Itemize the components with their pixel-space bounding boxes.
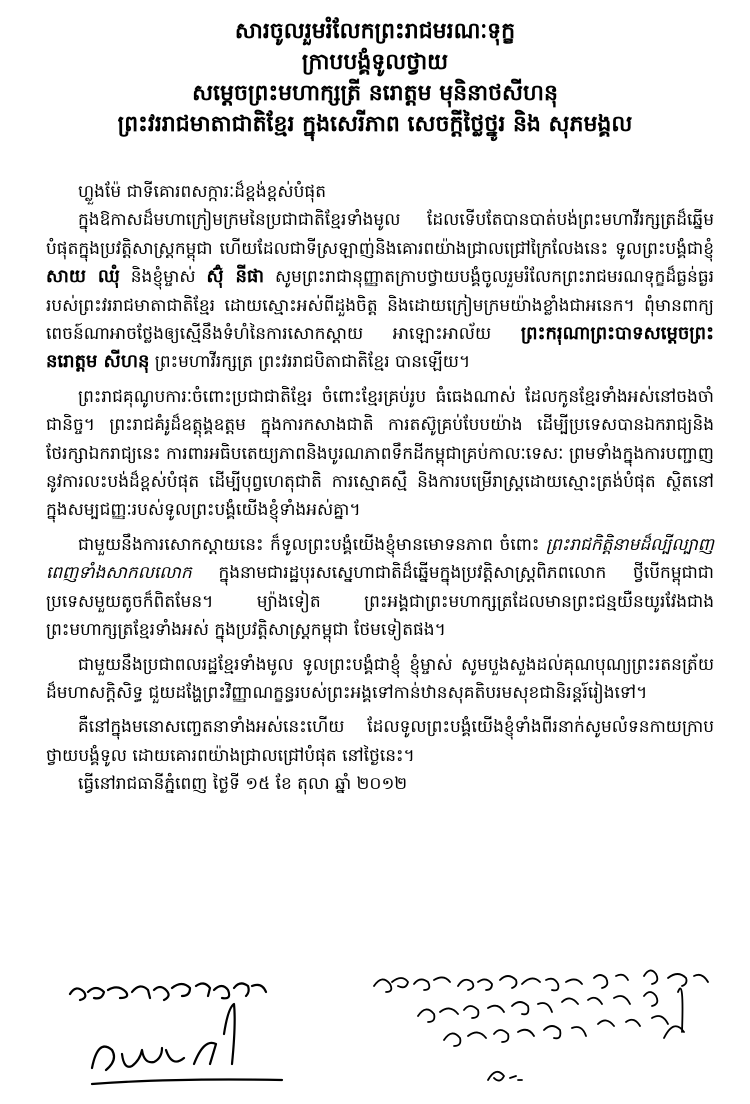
salutation: ហ្លួងម៉ែ ជាទីគោរពសក្ការៈដ៏ខ្ពង់ខ្ពស់បំផុត xyxy=(78,182,326,202)
paragraph-3: ជាមួយនឹងការសោកស្តាយនេះ ក៏ទូលព្រះបង្គំយើងខ្ញុំមានមោទនភាព ចំពោះ ព្រះរាជកិត្តិនាមដ៏ល្បីល្បាញពេញទាំងសាកលលោក ក្នុងនាមជារដ្ឋបុរសស្នេហាជាតិដ៏ឆ្នើមក្នុងប្រវត្តិសាស្ត្រពិភពលោក ថ្វីបើកម្ពុជាជាប្រទេសមួយតូចក៏ពិតមែន។ ម្យ៉ាងទៀត ព្រះអង្គជាព្រះមហាក្សត្រដែលមានព្រះជន្មយឺនយូរវែងជាងព្រះមហាក្សត្រខ្មែរទាំងអស់ ក្នុងប្រវត្តិសាស្ត្រកម្ពុជា ថែមទៀតផង។ xyxy=(46,534,714,641)
header-recipient: សម្តេចព្រះមហាក្សត្រី នរោត្តម មុនិនាថសីហនុ xyxy=(192,81,558,106)
paragraph-2: ព្រះរាជគុណូបការៈចំពោះប្រជាជាតិខ្មែរ ចំពោះខ្មែរគ្រប់រូប ធំធេងណាស់ ដែលកូនខ្មែរទាំងអស់នៅចងចាំជានិច្ច។ ព្រះរាជគំរូដ៏ឧត្តុង្គឧត្តម ក្នុងការកសាងជាតិ ការតស៊ូគ្រប់បែបយ៉ាង ដើម្បីប្រទេសបានឯករាជ្យនិងថែរក្សាឯករាជ្យនេះ ការពារអធិបតេយ្យភាពនិងបូរណភាពទឹកដីកម្ពុជាគ្រប់កាលៈទេសៈ ព្រមទាំងក្នុងការបញ្ជាញនូវការលះបង់ដ៏ខ្ពស់បំផុត ដើម្បីបុព្វហេតុជាតិ ការស្មោគស្មឹ និងការបម្រើរាស្ត្រដោយស្មោះត្រង់បំផុត ស្ថិតនៅក្នុងសម្បជញ្ញៈរបស់ទូលព្រះបង្គំយើងខ្ញុំទាំងអស់គ្នា។ xyxy=(46,386,714,521)
header-recipient-title: ព្រះវររាជមាតាជាតិខ្មែរ ក្នុងសេរីភាព សេចក្តីថ្លៃថ្នូរ និង សុភមង្គល xyxy=(117,112,633,137)
paragraph-4: ជាមួយនឹងប្រជាពលរដ្ឋខ្មែរទាំងមូល ទូលព្រះបង្គំជាខ្ញុំ ខ្ញុំម្ចាស់ សូមបួងសួងដល់គុណបុណ្យព្រះរតនត្រ័យដ៏មហាសក្តិសិទ្ធ ជួយដង្ហែព្រះវិញ្ញាណក្ខន្ធរបស់ព្រះអង្គទៅកាន់ឋានសុគតិបរមសុខជានិរន្តរ៍រៀងទៅ។ xyxy=(46,654,714,703)
paragraph-5: គឺនៅក្នុងមនោសញ្ចេតនាទាំងអស់នេះហើយ ដែលទូលព្រះបង្គំយើងខ្ញុំទាំងពីរនាក់សូមលំទនកាយក្រាបថ្វាយបង្គំទូល ដោយគោរពយ៉ាងជ្រាលជ្រៅបំផុត នៅថ្ងៃនេះ។ xyxy=(46,717,714,766)
letter-header xyxy=(0,0,750,140)
fame-phrase: ព្រះរាជកិត្តិនាមដ៏ល្បីល្បាញពេញទាំងសាកលលោក xyxy=(46,534,714,584)
letter-body xyxy=(46,178,714,799)
handwritten-signature-right xyxy=(368,968,728,1098)
king-name: ព្រះករុណាព្រះបាទសម្តេចព្រះនរោត្តម សីហនុ xyxy=(46,323,714,373)
date-line: ធ្វើនៅរាជធានីភ្នំពេញ ថ្ងៃទី ១៥ ខែ តុលា ឆ្នាំ ២០១២ xyxy=(78,774,408,795)
paragraph-1: ក្នុងឱកាសដ៏មហាក្រៀមក្រមនៃប្រជាជាតិខ្មែរទាំងមូល ដែលទើបតែបានបាត់បង់ព្រះមហាវីរក្សត្រដ៏ឆ្នើមបំផុតក្នុងប្រវត្តិសាស្ត្រកម្ពុជា ហើយដែលជាទីស្រឡាញ់និងគោរពយ៉ាងជ្រាលជ្រៅក្រៃលែងនេះ ទូលព្រះបង្គំជាខ្ញុំ សាយ ឈុំ និងខ្ញុំម្ចាស់ ស៊ុំ នីផា សូមព្រះរាជានុញ្ញាតក្រាបថ្វាយបង្គំចូលរួមរំលែកព្រះរាជមរណទុក្ខដ៏ធ្ងន់ធ្ងររបស់ព្រះវររាជមាតាជាតិខ្មែរ ដោយស្មោះអស់ពីដួងចិត្ត និងដោយក្រៀមក្រមយ៉ាងខ្លាំងជាអនេក។ ពុំមានពាក្យពេចន៍ណាអាចថ្លែងឲ្យស្មើនឹងទំហំនៃការសោកស្តាយ អាឡោះអាល័យ ព្រះករុណាព្រះបាទសម្តេចព្រះនរោត្តម សីហនុ ព្រះមហាវីរក្សត្រ ព្រះវររាជបិតាជាតិខ្មែរ បានឡើយ។ xyxy=(46,210,715,373)
handwritten-signature-left xyxy=(62,976,292,1096)
sender-name-2: ស៊ុំ នីផា xyxy=(206,266,265,288)
header-subtitle: ក្រាបបង្គំទូលថ្វាយ xyxy=(301,50,449,75)
header-title: សារចូលរួមរំលែកព្រះរាជមរណៈទុក្ខ xyxy=(234,19,516,44)
sender-name-1: សាយ ឈុំ xyxy=(46,266,120,288)
